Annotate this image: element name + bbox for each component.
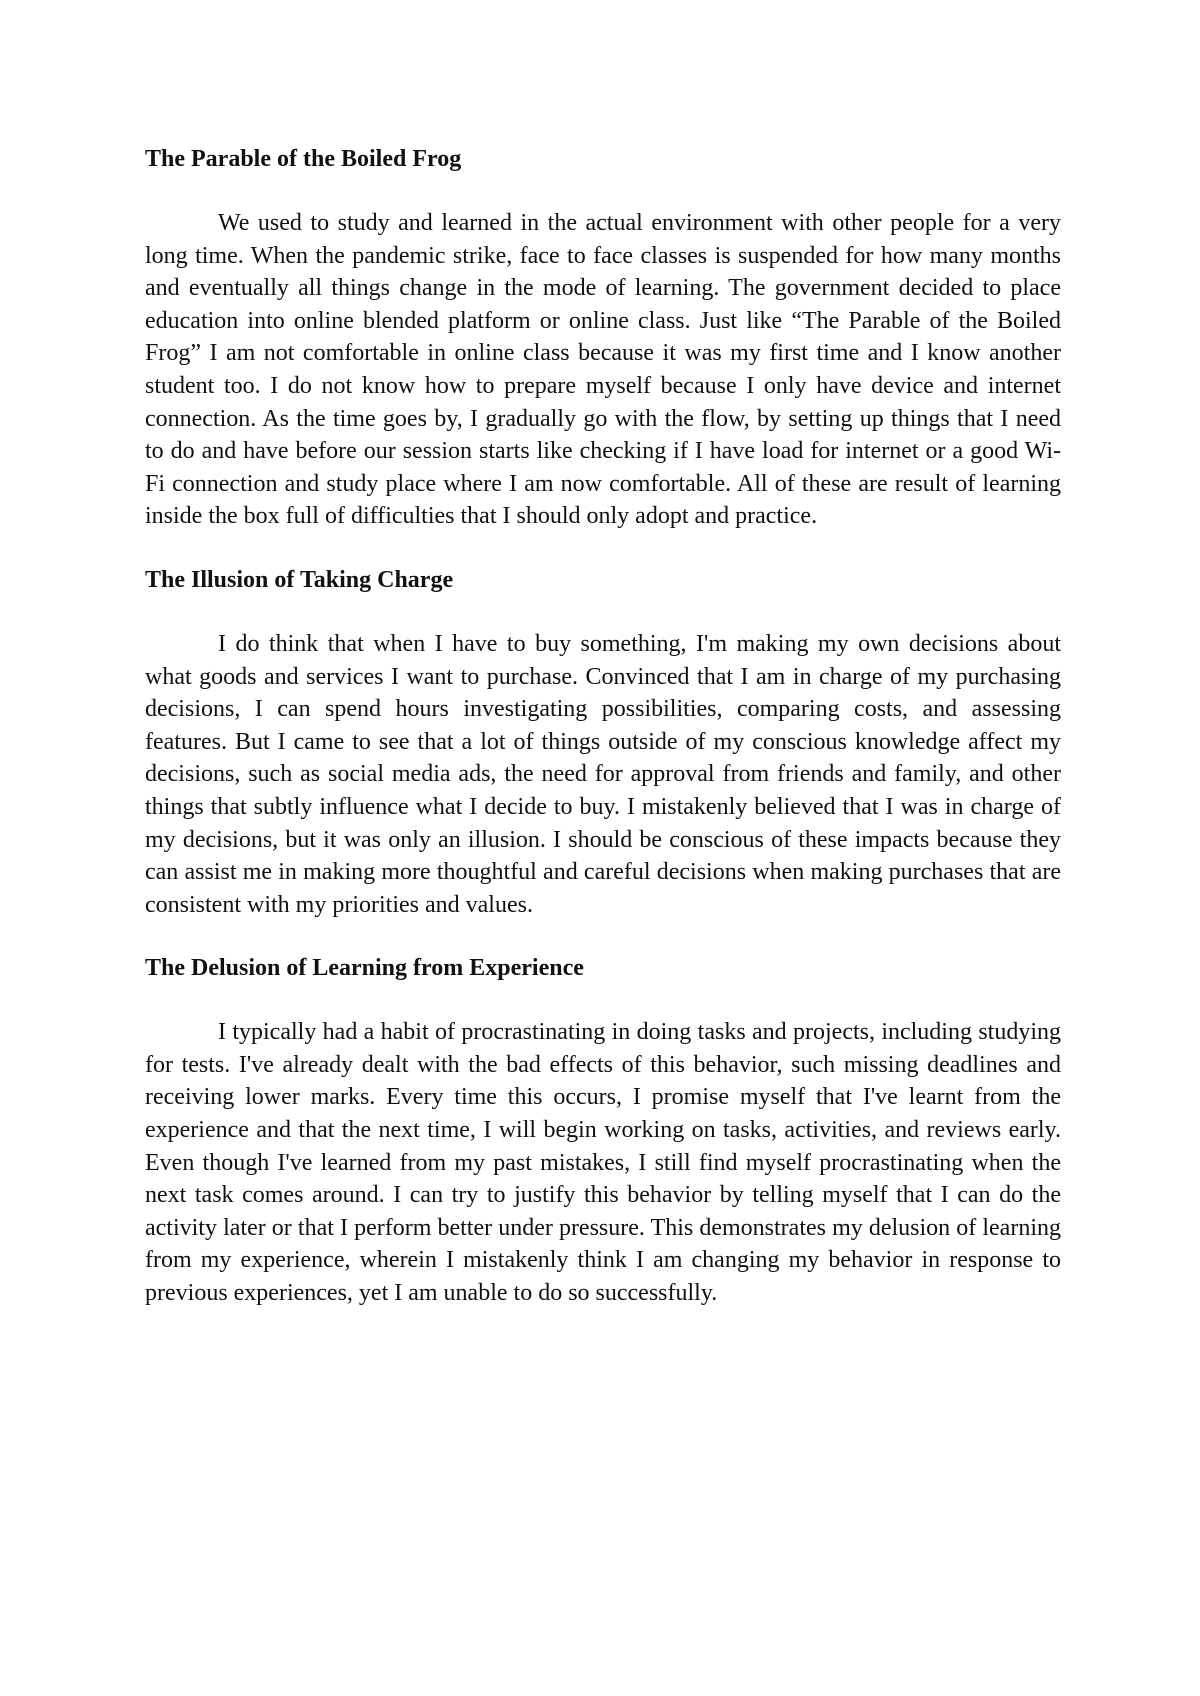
section-paragraph: I do think that when I have to buy something, I'm making my own decisions about what goods and services I want to purchase. Convinced that I am in charge of my purchasing decisions, I can spend hours investigating possibilities, comparing costs, and assessing features. But I came to see that a lot of things outside of my conscious knowledge affect my decisions, such as social media ads, the need for approval from friends and family, and other things that subtly influence what I decide to buy. I mistakenly believed that I was in charge of my decisions, but it was only an illusion. I should be conscious of these impacts because they can assist me in making more thoughtful and careful decisions when making purchases that are consistent with my priorities and values.: [145, 630, 1061, 918]
section-paragraph: We used to study and learned in the actual environment with other people for a very long time. When the pandemic strike, face to face classes is suspended for how many months and eventually all things change in the mode of learning. The government decided to place education into online blended platform or online class. Just like “The Parable of the Boiled Frog” I am not comfortable in online class because it was my first time and I know another student too. I do not know how to prepare myself because I only have device and internet connection. As the time goes by, I gradually go with the flow, by setting up things that I need to do and have before our session starts like checking if I have load for internet or a good Wi-Fi connection and study place where I am now comfortable. All of these are result of learning inside the box full of difficulties that I should only adopt and practice.: [145, 210, 1061, 530]
document-content: [145, 143, 1061, 1310]
section-heading: The Parable of the Boiled Frog: [145, 146, 462, 172]
section-boiled-frog: [145, 143, 1061, 533]
section-learning-from-experience: [145, 952, 1061, 1309]
section-paragraph: I typically had a habit of procrastinating in doing tasks and projects, including studying for tests. I've already dealt with the bad effects of this behavior, such missing deadlines and receiving lower marks. Every time this occurs, I promise myself that I've learnt from the experience and that the next time, I will begin working on tasks, activities, and reviews early. Even though I've learned from my past mistakes, I still find myself procrastinating when the next task comes around. I can try to justify this behavior by telling myself that I can do the activity later or that I perform better under pressure. This demonstrates my delusion of learning from my experience, wherein I mistakenly think I am changing my behavior in response to previous experiences, yet I am unable to do so successfully.: [145, 1019, 1061, 1307]
section-heading: The Illusion of Taking Charge: [145, 566, 454, 593]
section-taking-charge: [145, 564, 1061, 921]
section-heading: The Delusion of Learning from Experience: [145, 955, 584, 982]
